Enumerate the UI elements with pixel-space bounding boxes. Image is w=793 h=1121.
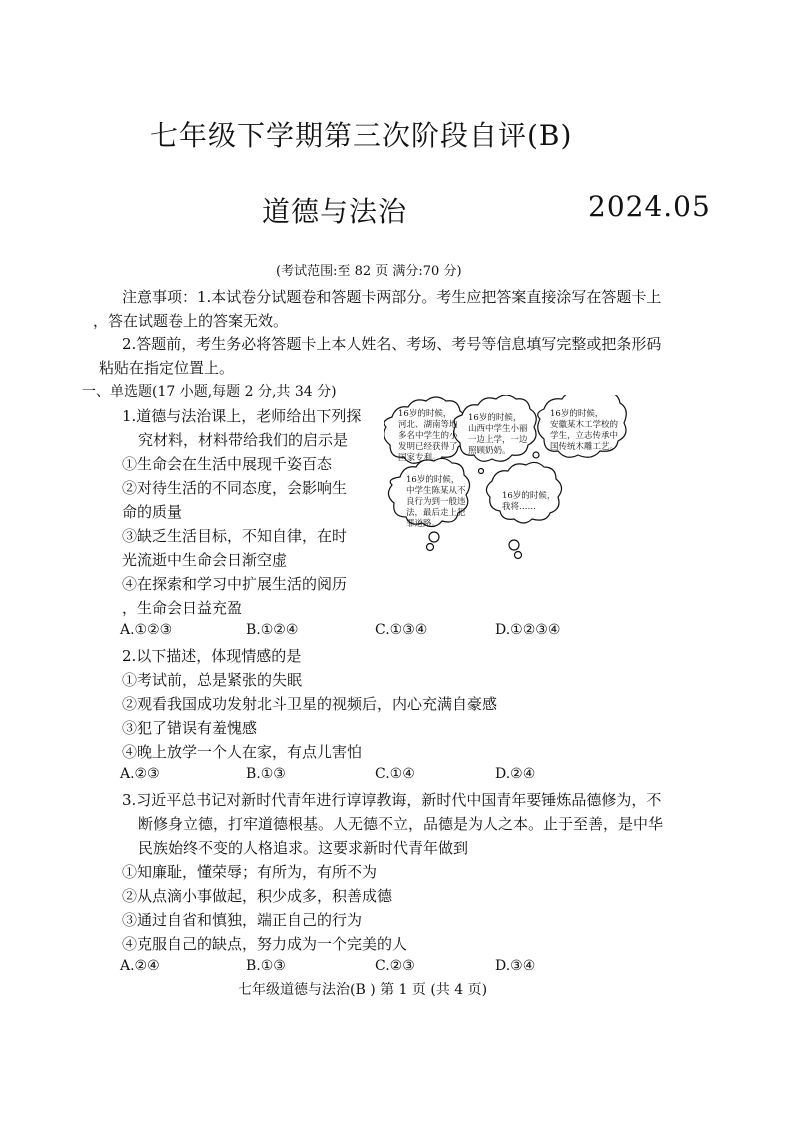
notes-line-4: 粘贴在指定位置上。 [99, 359, 235, 377]
bubble-4-text: 16岁的时候， 中学生陈某从不 良行为到一般违 法，最后走上犯 罪道路。 [406, 475, 466, 529]
q3-statement-3: ③通过自省和慎独，端正自己的行为 [122, 911, 363, 929]
q3-option-c: C.②③ [375, 958, 415, 974]
q1-statement-4b: ，生命会日益充盈 [122, 599, 243, 617]
q3-stem-line-3: 民族始终不变的人格追求。这要求新时代青年做到 [138, 839, 469, 857]
exam-date: 2024.05 [588, 190, 711, 223]
q1-option-b: B.①②④ [246, 622, 299, 638]
q3-statement-1: ①知廉耻，懂荣辱；有所为，有所不为 [122, 863, 378, 881]
q1-option-d: D.①②③④ [495, 622, 561, 638]
q1-statement-3b: 光流逝中生命会日渐空虚 [122, 551, 288, 569]
q2-option-d: D.②④ [495, 766, 536, 782]
q3-statement-2: ②从点滴小事做起，积少成多，积善成德 [122, 887, 393, 905]
q3-stem-line-1: 3.习近平总书记对新时代青年进行谆谆教诲，新时代中国青年要锤炼品德修为，不 [122, 791, 662, 809]
exam-scope: (考试范围:至 82 页 满分:70 分) [276, 264, 462, 279]
q1-option-a: A.①②③ [120, 622, 173, 638]
q3-option-d: D.③④ [495, 958, 536, 974]
notes-line-1: 注意事项：1.本试卷分试题卷和答题卡两部分。考生应把答案直接涂写在答题卡上 [122, 288, 662, 306]
q2-option-a: A.②③ [120, 766, 160, 782]
q2-statement-1: ①考试前，总是紧张的失眠 [122, 671, 303, 689]
q2-statement-3: ③犯了错误有羞愧感 [122, 719, 258, 737]
q3-statement-4: ④克服自己的缺点，努力成为一个完美的人 [122, 935, 408, 953]
page-footer: 七年级道德与法治(B ) 第 1 页 (共 4 页) [238, 982, 488, 998]
notes-line-2: ，答在试题卷上的答案无效。 [93, 312, 289, 330]
subject-title: 道德与法治 [262, 195, 408, 228]
bubble-5-text: 16岁的时候， 我将…… [502, 491, 556, 512]
q1-stem-line-1: 1.道德与法治课上，老师给出下列探 [122, 407, 362, 425]
q1-statement-1: ①生命会在生活中展现千姿百态 [122, 455, 333, 473]
q1-option-c: C.①③④ [375, 622, 428, 638]
q2-stem: 2.以下描述，体现情感的是 [122, 647, 302, 665]
q2-option-b: B.①③ [246, 766, 286, 782]
q1-statement-3a: ③缺乏生活目标，不知自律，在时 [122, 527, 348, 545]
q2-option-c: C.①④ [375, 766, 415, 782]
notes-line-3: 2.答题前，考生务必将答题卡上本人姓名、考场、考号等信息填写完整或把条形码 [122, 335, 662, 353]
exam-title: 七年级下学期第三次阶段自评(B) [150, 119, 573, 152]
q1-statement-2a: ②对待生活的不同态度，会影响生 [122, 479, 348, 497]
bubble-2-text: 16岁的时候， 山西中学生小丽 一边上学，一边 照顾奶奶。 [468, 413, 528, 456]
q3-stem-line-2: 断修身立德，打牢道德根基。人无德不立，品德是为人之本。止于至善，是中华 [138, 815, 664, 833]
q3-option-a: A.②④ [120, 958, 160, 974]
q2-statement-2: ②观看我国成功发射北斗卫星的视频后，内心充满自豪感 [122, 695, 498, 713]
thought-bubbles-illustration [384, 395, 654, 570]
q2-statement-4: ④晚上放学一个人在家，有点儿害怕 [122, 743, 363, 761]
q1-statement-4a: ④在探索和学习中扩展生活的阅历 [122, 575, 348, 593]
bubble-1-text: 16岁的时候， 河北、湖南等地 多名中学生的小 发明已经获得了 国家专利。 [398, 409, 458, 463]
q1-statement-2b: 命的质量 [122, 503, 183, 521]
section-heading: 一、单选题(17 小题,每题 2 分,共 34 分) [82, 384, 337, 400]
bubble-3-text: 16岁的时候， 安徽某木工学校的 学生，立志传承中 国传统木雕工艺。 [550, 409, 619, 452]
q1-stem-line-2: 究材料，材料带给我们的启示是 [138, 431, 349, 449]
q3-option-b: B.①③ [246, 958, 286, 974]
